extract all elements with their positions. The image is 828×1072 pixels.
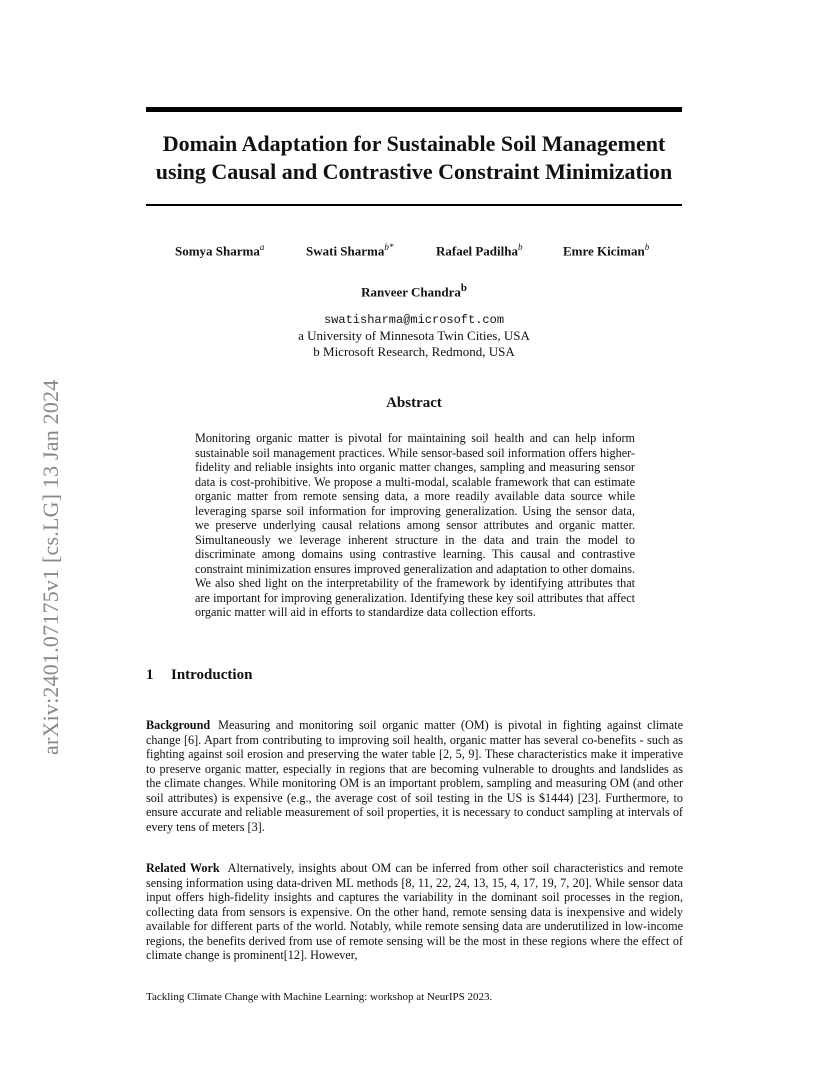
paper-title: [146, 130, 682, 186]
paragraph-text: Measuring and monitoring soil organic matter (OM) is pivotal in fighting against climate change [6]. Apart from contributing to improving soil health, organic matter has several co-benefits - such as fighting against soil erosion and preserving the water table [2, 5, 9]. These characteristics make it imperative to preserve organic matter, especially in regions that are becoming vulnerable to droughts and landslides as the climate changes. While monitoring OM is an important problem, sampling and measuring OM (and other soil attributes) is expensive (e.g., the average cost of soil testing in the US is $1444) [23]. Furthermore, to ensure accurate and reliable measurement of soil properties, it is necessary to conduct sampling at intervals of every tens of meters [3].: [146, 718, 683, 834]
paragraph-heading: Related Work: [146, 861, 220, 875]
section-number: 1: [146, 667, 154, 683]
abstract-heading: Abstract: [386, 395, 442, 411]
title-bottom-rule: [146, 204, 682, 206]
author-1: Somya Sharma$^a$: [175, 242, 265, 259]
paragraph-related-work: [146, 861, 683, 963]
paragraph-text: Alternatively, insights about OM can be inferred from other soil characteristics and remote sensing information using data-driven ML methods [8, 11, 22, 24, 13, 15, 4, 17, 19, 7, 20]. While sensor data input offers high-fidelity insights and captures the variability in the dominant soil processes in the region, collecting data from sensors is expensive. On the other hand, remote sensing data is inexpensive and widely available for different parts of the world. Notably, while remote sensing data are underutilized in low-income regions, the benefits derived from use of remote sensing will be the most in these regions where the effect of climate change is prominent[12]. However,: [146, 861, 683, 962]
arxiv-identifier: arXiv:2401.07175v1 [cs.LG] 13 Jan 2024: [38, 379, 63, 755]
title-line-2: using Causal and Contrastive Constraint Minimization: [155, 159, 673, 184]
author-3: Rafael Padilha$^b$: [436, 242, 523, 259]
section-title: Introduction: [171, 667, 253, 683]
paragraph-background: [146, 718, 683, 834]
title-line-1: Domain Adaptation for Sustainable Soil Management: [162, 131, 666, 156]
affiliations: [146, 312, 682, 360]
section-heading: [146, 667, 252, 684]
affiliation-b: b Microsoft Research, Redmond, USA: [313, 344, 515, 359]
author-5: Ranveer Chandra$^b$: [361, 282, 467, 300]
contact-email[interactable]: swatisharma@microsoft.com: [323, 313, 505, 327]
affiliation-a: a University of Minnesota Twin Cities, USA: [298, 328, 530, 343]
author-2: Swati Sharma$^{b*}$: [306, 242, 394, 259]
footer-note: Tackling Climate Change with Machine Learning: workshop at NeurIPS 2023.: [146, 991, 493, 1003]
paragraph-heading: Background: [146, 718, 211, 732]
title-top-rule: [146, 107, 682, 112]
author-4: Emre Kiciman$^b$: [563, 242, 650, 259]
abstract-body: Monitoring organic matter is pivotal for maintaining soil health and can help inform sustainable soil management practices. While sensor-based soil information offers higher-fidelity and reliable insights into organic matter changes, sampling and measuring sensor data is cost-prohibitive. We propose a multi-modal, scalable framework that can estimate organic matter from remote sensing data, a more readily available data source while leveraging sparse soil information for improving generalization. Using the sensor data, we preserve underlying causal relations among sensor attributes and organic matter. Simultaneously we leverage inherent structure in the data and train the model to discriminate among domains using contrastive learning. This causal and contrastive constraint minimization ensures improved generalization and adaptation to other domains. We also shed light on the interpretability of the framework by identifying attributes that are important for improving generalization. Identifying these key soil attributes that affect organic matter will aid in efforts to standardize data collection efforts.: [195, 431, 635, 619]
